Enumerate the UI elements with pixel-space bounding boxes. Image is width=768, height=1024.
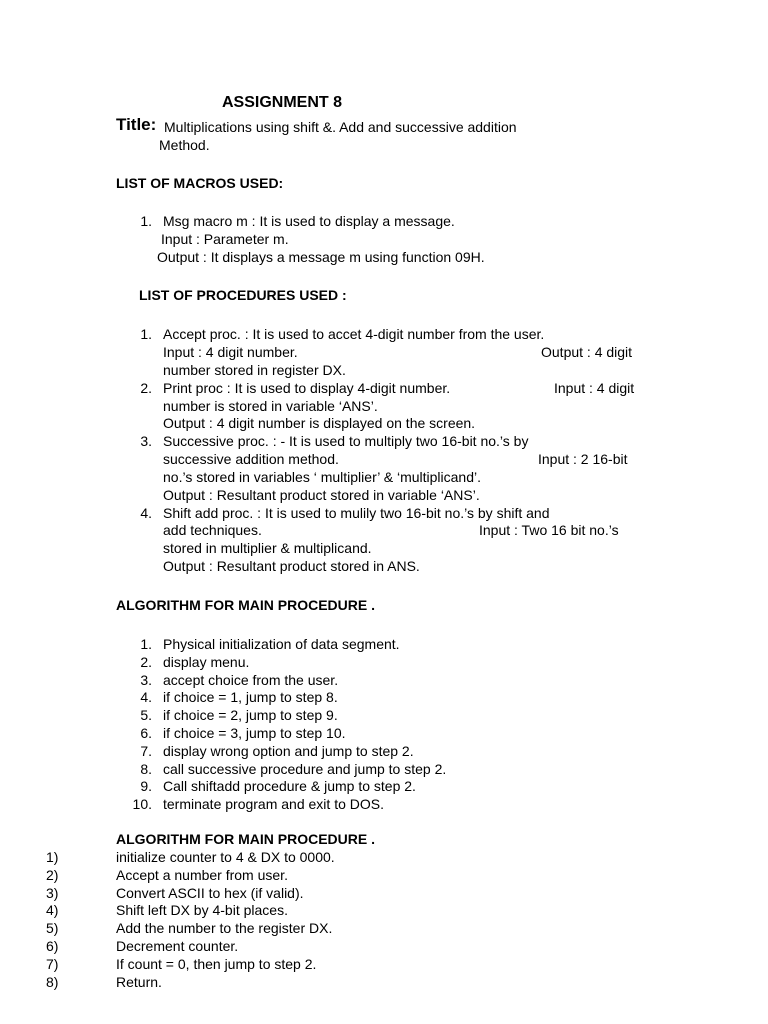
- macro-line-1: Msg macro m : It is used to display a message.: [163, 213, 455, 229]
- algorithm-second-step-text: Add the number to the register DX.: [116, 920, 333, 936]
- algorithm-main-step-number: 4.: [140, 689, 152, 705]
- procedure-2-line-2: number is stored in variable ‘ANS’.: [163, 398, 378, 414]
- algorithm-heading-2: ALGORITHM FOR MAIN PROCEDURE .: [116, 831, 375, 847]
- procedure-4-line-1: Shift add proc. : It is used to mulily two 16-bit no.’s by shift and: [163, 505, 550, 521]
- algorithm-second-step-text: If count = 0, then jump to step 2.: [116, 956, 317, 972]
- algorithm-second-step-text: Convert ASCII to hex (if valid).: [116, 885, 304, 901]
- algorithm-main-step-text: display wrong option and jump to step 2.: [163, 743, 414, 759]
- algorithm-second-step-number: 5): [46, 920, 59, 936]
- algorithm-second-step-number: 2): [46, 867, 59, 883]
- algorithm-main-step-number: 5.: [140, 707, 152, 723]
- procedure-3-number: 3.: [140, 433, 152, 449]
- algorithm-second-step-text: Decrement counter.: [116, 938, 239, 954]
- macro-number: 1.: [140, 213, 152, 229]
- procedure-3-line-2b: Input : 2 16-bit: [538, 451, 628, 467]
- procedure-2-number: 2.: [140, 380, 152, 396]
- algorithm-second-step-text: Accept a number from user.: [116, 867, 288, 883]
- algorithm-second-step-text: Shift left DX by 4-bit places.: [116, 902, 288, 918]
- procedure-4-line-3: stored in multiplier & multiplicand.: [163, 540, 372, 556]
- algorithm-main-step-number: 7.: [140, 743, 152, 759]
- algorithm-main-step-text: Call shiftadd procedure & jump to step 2.: [163, 778, 416, 794]
- procedure-1-line-1: Accept proc. : It is used to accet 4-digit number from the user.: [163, 326, 545, 342]
- procedure-4-number: 4.: [140, 505, 152, 521]
- procedure-3-line-4: Output : Resultant product stored in variable ‘ANS’.: [163, 487, 480, 503]
- algorithm-main-step-text: Physical initialization of data segment.: [163, 636, 400, 652]
- algorithm-second-step-text: initialize counter to 4 & DX to 0000.: [116, 849, 335, 865]
- algorithm-heading-1: ALGORITHM FOR MAIN PROCEDURE .: [116, 597, 375, 613]
- algorithm-second-step-number: 1): [46, 849, 59, 865]
- procedure-1-line-3: number stored in register DX.: [163, 362, 346, 378]
- algorithm-main-step-text: if choice = 3, jump to step 10.: [163, 725, 346, 741]
- algorithm-main-step-number: 2.: [140, 654, 152, 670]
- procedure-2-line-1b: Input : 4 digit: [554, 380, 635, 396]
- algorithm-main-step-number: 9.: [140, 778, 152, 794]
- algorithm-main-step-number: 1.: [140, 636, 152, 652]
- procedure-3-line-3: no.’s stored in variables ‘ multiplier’ & ‘multiplicand’.: [163, 469, 481, 485]
- algorithm-main-step-text: display menu.: [163, 654, 250, 670]
- title-label: Title:: [116, 115, 157, 134]
- algorithm-second-step-number: 6): [46, 938, 59, 954]
- algorithm-main-step-number: 3.: [140, 672, 152, 688]
- algorithm-second-step-number: 7): [46, 956, 59, 972]
- macro-line-3: Output : It displays a message m using function 09H.: [157, 249, 485, 265]
- procedure-1-line-2a: Input : 4 digit number.: [163, 344, 298, 360]
- algorithm-second-step-number: 3): [46, 885, 59, 901]
- procedure-4-line-2a: add techniques.: [163, 522, 262, 538]
- algorithm-main-step-text: accept choice from the user.: [163, 672, 339, 688]
- procedure-1-number: 1.: [140, 326, 152, 342]
- algorithm-main-step-text: terminate program and exit to DOS.: [163, 796, 384, 812]
- algorithm-main-step-number: 8.: [140, 761, 152, 777]
- title-text-line-2: Method.: [159, 137, 210, 153]
- algorithm-main-step-text: call successive procedure and jump to step 2.: [163, 761, 447, 777]
- assignment-heading: ASSIGNMENT 8: [222, 94, 343, 111]
- algorithm-main-step-number: 6.: [140, 725, 152, 741]
- algorithm-main-step-text: if choice = 1, jump to step 8.: [163, 689, 338, 705]
- macros-heading: LIST OF MACROS USED:: [116, 175, 284, 191]
- procedure-4-line-4: Output : Resultant product stored in ANS.: [163, 558, 420, 574]
- procedure-1-line-2b: Output : 4 digit: [541, 344, 633, 360]
- title-text-line-1: Multiplications using shift &. Add and successive addition: [164, 119, 517, 135]
- algorithm-second-step-number: 4): [46, 902, 59, 918]
- procedure-2-line-1a: Print proc : It is used to display 4-digit number.: [163, 380, 451, 396]
- procedures-heading: LIST OF PROCEDURES USED :: [139, 287, 347, 303]
- procedure-4-line-2b: Input : Two 16 bit no.’s: [479, 522, 619, 538]
- algorithm-main-step-text: if choice = 2, jump to step 9.: [163, 707, 338, 723]
- algorithm-main-step-number: 10.: [132, 796, 152, 812]
- algorithm-second-step-number: 8): [46, 974, 59, 990]
- macro-line-2: Input : Parameter m.: [161, 231, 289, 247]
- algorithm-second-step-text: Return.: [116, 974, 162, 990]
- procedure-3-line-2a: successive addition method.: [163, 451, 339, 467]
- procedure-2-line-3: Output : 4 digit number is displayed on the screen.: [163, 415, 476, 431]
- procedure-3-line-1: Successive proc. : - It is used to multiply two 16-bit no.’s by: [163, 433, 529, 449]
